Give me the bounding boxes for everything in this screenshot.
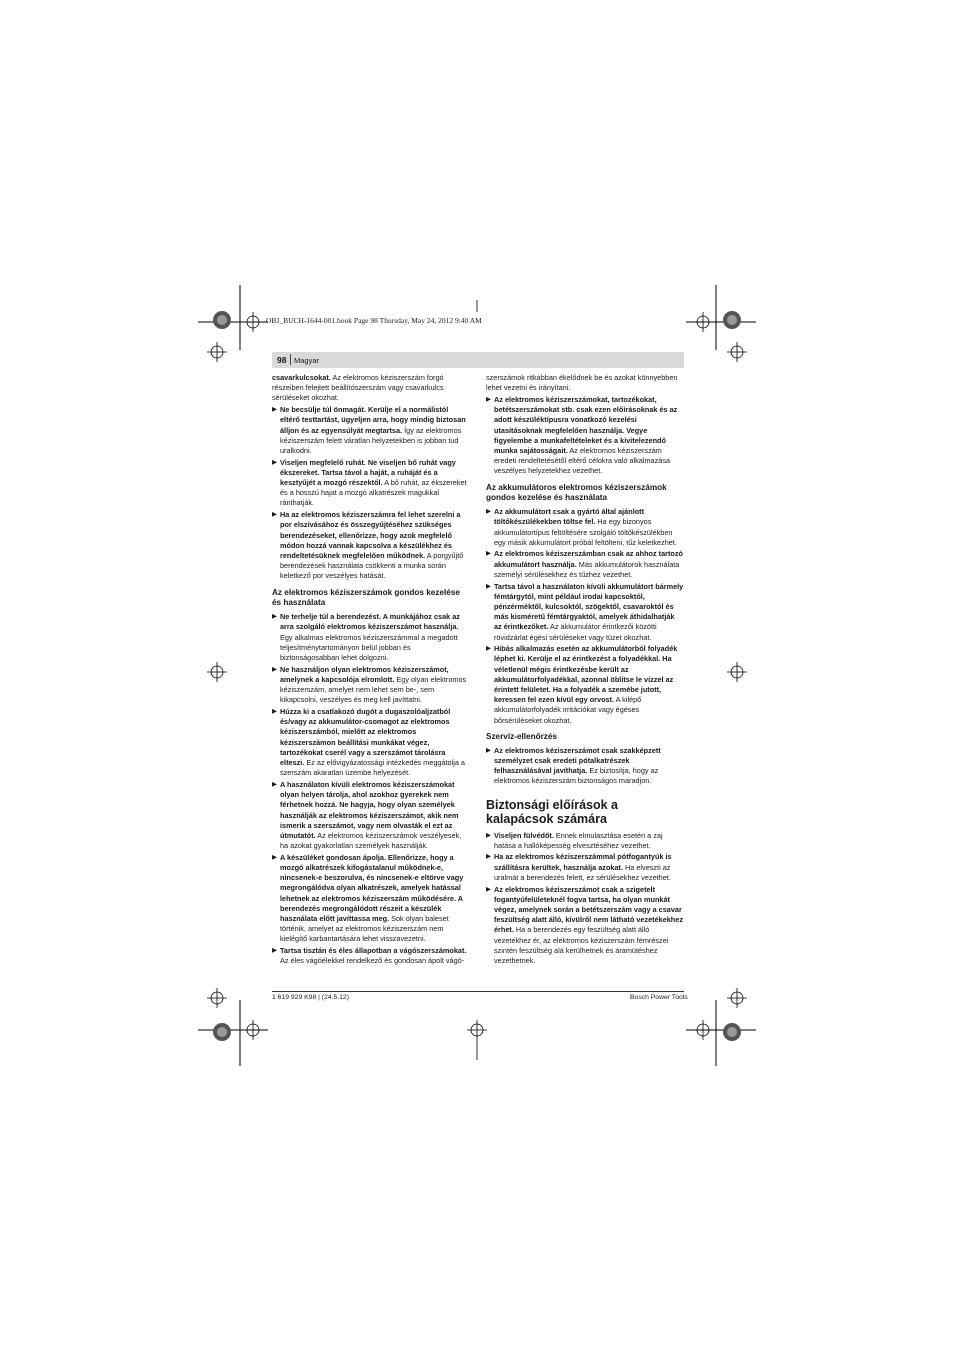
continuation-paragraph: szerszámok ritkábban ékelődnek be és azokat könnyebben lehet vezetni és irányítani.	[486, 373, 678, 393]
list-item: ▶ Az elektromos kéziszerszámot csak szakképzett személyzet csak eredeti pótalkatrészek felhasználásával javíthatja. Ez biztosítja, hogy az elektromos kéziszerszám biztonságos maradjon.	[486, 745, 661, 786]
section-heading: Az akkumulátoros elektromos kéziszerszámok gondos kezelése és használata	[486, 482, 667, 503]
print-header: OBJ_BUCH-1644-001.book Page 98 Thursday, May 24, 2012 9:40 AM	[266, 316, 482, 325]
triangle-bullet-icon: ▶	[272, 613, 277, 621]
page-number: 98	[277, 355, 287, 365]
list-item: ▶ Az elektromos kéziszerszámokat, tartozékokat, betétszerszámokat stb. csak ezen előírásoknak és az adott készüléktípusra vonatkozó kezelési utasításoknak megfelelően használja. Vegye figyelembe a munkafeltételeket és a kivitelezendő munka sajátosságait. Az elektromos kéziszerszám eredeti rendeltetésétől eltérő célokra való alkalmazása veszélyes helyzetekhez vezethet.	[486, 394, 678, 476]
triangle-bullet-icon: ▶	[272, 406, 277, 414]
triangle-bullet-icon: ▶	[272, 853, 277, 861]
section-heading: Az elektromos kéziszerszámok gondos kezelése és használata	[272, 587, 460, 608]
list-item: ▶ Tartsa távol a használaton kívüli akkumulátort bármely fémtárgytól, mint például irodai kapcsoktól, pénzérméktől, kulcsoktól, szögektől, csavaroktól és más kisméretű fémtárgyaktól, amelyek áthidalhatják az érintkezőket. Az akkumulátor érintkezői közötti rövidzárlat égési sérüléseket vagy tüzet okozhat.	[486, 581, 684, 642]
intro-paragraph: csavarkulcsokat. Az elektromos kéziszerszám forgó részeiben felejtett beállítószerszám vagy csavarkulcs sérüléseket okozhat.	[272, 373, 444, 403]
list-item: ▶ Ha az elektromos kéziszerszámra fel lehet szerelni a por elszívásához és összegyűjtéséhez szükséges berendezéseket, ellenőrizze, hogy azok megfelelő módon hozzá vannak kapcsolva a készülékhez és rendeltetésüknek megfelelően működnek. A porgyűjtő berendezések használata csökkenti a munka során keletkező por veszélyes hatását.	[272, 510, 464, 581]
list-item: ▶ Hibás alkalmazás esetén az akkumulátorból folyadék léphet ki. Kerülje el az érintkezést a folyadékkal. Ha véletlenül mégis érintkezésbe került az akkumulátorfolyadékkal, azonnal öblítse le vízzel az érintett felületet. Ha a folyadék a szemébe jutott, keressen fel ezen kívül egy orvost. A kilépő akkumulátorfolyadék irritációkat vagy égéses bőrsérüléseket okozhat.	[486, 644, 678, 725]
footer-doc-id: 1 619 929 K98 | (24.5.12)	[272, 994, 349, 1001]
left-column	[272, 373, 470, 968]
right-column	[486, 373, 684, 968]
list-item: ▶ A készüléket gondosan ápolja. Ellenőrizze, hogy a mozgó alkatrészek kifogástalanul működnek-e, nincsenek-e beszorulva, és nincsenek-e eltörve vagy megrongálódva olyan alkatrészek, amelyek hatással lehetnek az elektromos kéziszerszám működésére. A berendezés megrongálódott részeit a készülék használata előtt javíttassa meg. Sok olyan baleset történik, amelyet az elektromos kéziszerszám nem kielégítő karbantartására lehet visszavezetni.	[272, 852, 464, 944]
triangle-bullet-icon: ▶	[486, 550, 491, 558]
list-item: ▶ Az akkumulátort csak a gyártó által ajánlott töltőkészülékekben töltse fel. Ha egy bizonyos akkumulátortípus feltöltésére szolgáló töltőkészülékben egy másik akkumulátort próbál feltölteni, tűz keletkezhet.	[486, 507, 677, 547]
triangle-bullet-icon: ▶	[272, 511, 277, 519]
footer-publisher: Bosch Power Tools	[630, 994, 688, 1001]
triangle-bullet-icon: ▶	[272, 780, 277, 788]
list-item: ▶ Tartsa tisztán és éles állapotban a vágószerszámokat. Az éles vágóélekkel rendelkező és gondosan ápolt vágó-	[272, 946, 467, 966]
list-item: ▶ Az elektromos kéziszerszámban csak az ahhoz tartozó akkumulátort használja. Más akkumulátorok használata személyi sérülésekhez és tűzhez vezethet.	[486, 549, 683, 579]
list-item: ▶ Viseljen fülvédőt. Ennek elmulasztása esetén a zaj hatása a hallóképesség elvesztéséhez vezethet.	[486, 830, 663, 850]
main-heading: Biztonsági előírások a kalapácsok számára	[486, 797, 618, 826]
page-header-bar	[272, 352, 684, 368]
footer-rule	[272, 991, 684, 992]
language-label: Magyar	[294, 356, 320, 365]
list-item: ▶ Az elektromos kéziszerszámot csak a szigetelt fogantyúfelületeknél fogva tartsa, ha olyan munkát végez, amelynek során a betétszerszám vagy a csavar feszültség alatt álló, kívülről nem látható vezetékekhez érhet. Ha a berendezés egy feszültség alatt álló vezetékhez ér, az elektromos kéziszerszám fémrészei szintén feszültség alá kerülhetnek és áramütéshez vezethetnek.	[486, 884, 683, 965]
triangle-bullet-icon: ▶	[486, 508, 491, 516]
triangle-bullet-icon: ▶	[486, 645, 491, 653]
list-item: ▶ Ne becsülje túl önmagát. Kerülje el a normálistól eltérő testtartást, ügyeljen arra, hogy mindig biztosan álljon és az egyensúlyát megtartsa. Így az elektromos kéziszerszám felett váratlan helyzetekben is jobban tud uralkodni.	[272, 405, 466, 455]
triangle-bullet-icon: ▶	[272, 947, 277, 955]
triangle-bullet-icon: ▶	[486, 831, 491, 839]
triangle-bullet-icon: ▶	[272, 707, 277, 715]
triangle-bullet-icon: ▶	[486, 582, 491, 590]
triangle-bullet-icon: ▶	[272, 458, 277, 466]
triangle-bullet-icon: ▶	[486, 746, 491, 754]
list-item: ▶ Viseljen megfelelő ruhát. Ne viseljen bő ruhát vagy ékszereket. Tartsa távol a haját, a ruháját és a kesztyűjét a mozgó részektől. A bő ruhát, az ékszereket és a hosszú hajat a mozgó alkatrészek magukkal ránthatják.	[272, 457, 467, 508]
header-divider	[290, 354, 291, 365]
section-heading: Szervíz-ellenőrzés	[486, 731, 557, 741]
triangle-bullet-icon: ▶	[486, 885, 491, 893]
triangle-bullet-icon: ▶	[486, 395, 491, 403]
list-item: ▶ Ha az elektromos kéziszerszámmal pótfogantyúk is szállításra kerültek, használja azokat. Ha elveszti az uralmát a berendezés felett, ez sérülésekhez vezethet.	[486, 852, 672, 882]
triangle-bullet-icon: ▶	[272, 665, 277, 673]
triangle-bullet-icon: ▶	[486, 853, 491, 861]
list-item: ▶ A használaton kívüli elektromos kéziszerszámokat olyan helyen tárolja, ahol azokhoz gyerekek nem férhetnek hozzá. Ne hagyja, hogy olyan személyek használják az elektromos kéziszerszámot, akik nem ismerik a szerszámot, vagy nem olvasták el ezt az útmutatót. Az elektromos kéziszerszámok veszélyesek, ha azokat gyakorlatlan személyek használják.	[272, 779, 462, 851]
list-item: ▶ Ne használjon olyan elektromos kéziszerszámot, amelynek a kapcsolója elromlott. Egy olyan elektromos kéziszerszám, amelyet nem lehet sem be-, sem kikapcsolni, veszélyes és meg kell javíttatni.	[272, 664, 467, 705]
list-item: ▶ Ne terhelje túl a berendezést. A munkájához csak az arra szolgáló elektromos kéziszerszámot használja. Egy alkalmas elektromos kéziszerszámmal a megadott teljesítménytartományon belül jobban és biztonságosabban lehet dolgozni.	[272, 612, 460, 662]
list-item: ▶ Húzza ki a csatlakozó dugót a dugaszolóaljzatból és/vagy az akkumulátor-csomagot az elektromos kéziszerszámból, mielőtt az elektromos kéziszerszámon beállítási munkákat végez, tartozékokat cserél vagy a szerszámot tárolásra elteszi. Ez az elővigyázatossági intézkedés meggátolja a szerszám akaratlan üzembe helyezését.	[272, 706, 465, 778]
